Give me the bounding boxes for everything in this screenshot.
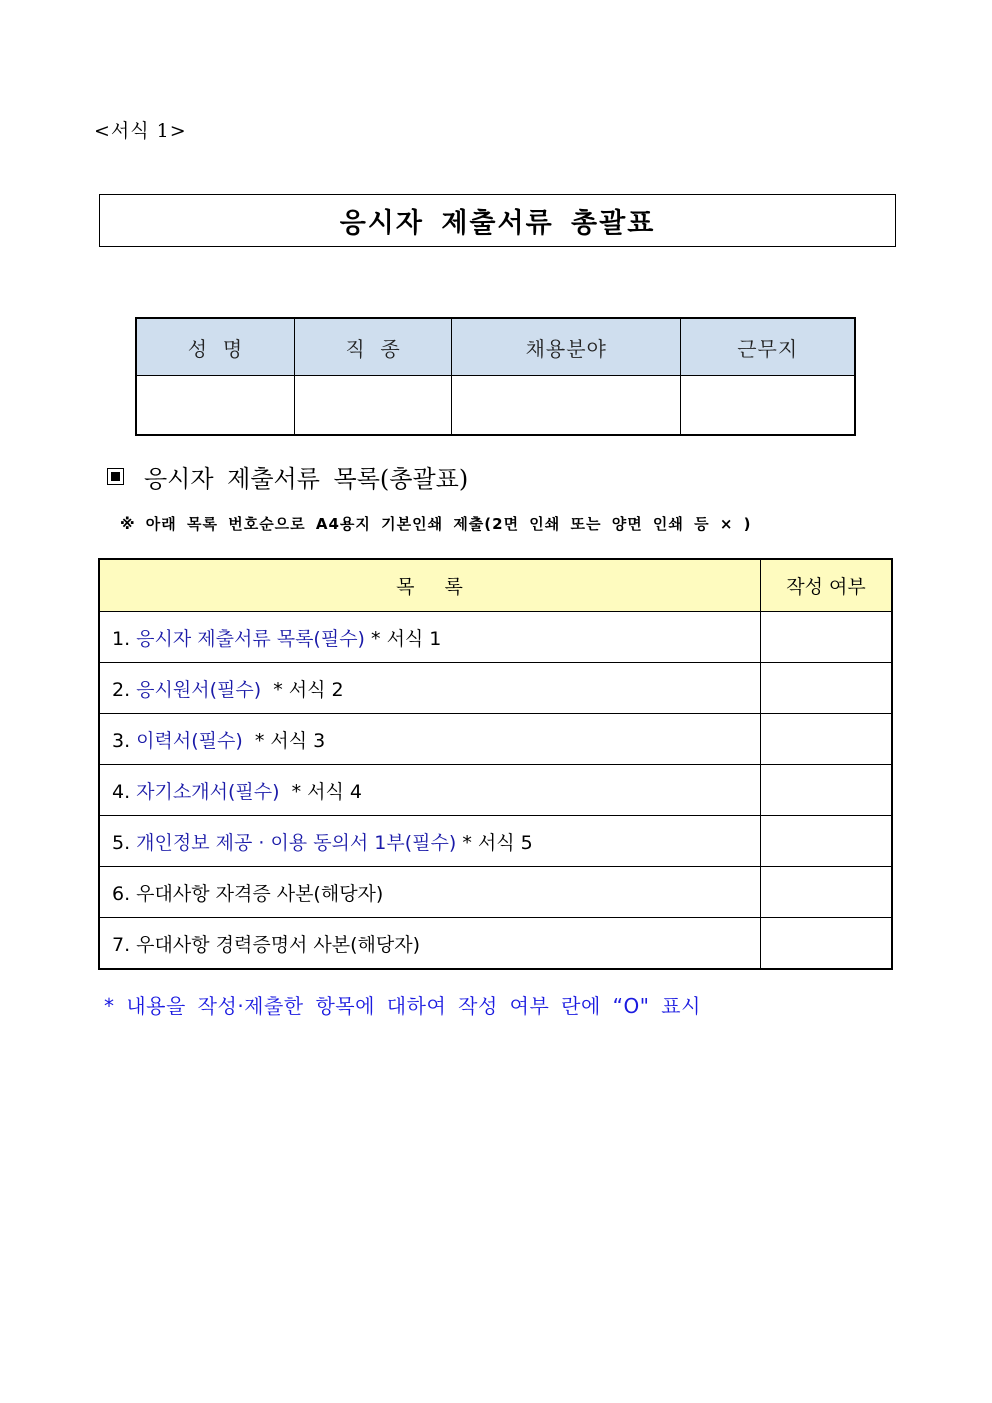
completed-cell-5[interactable] xyxy=(761,816,893,867)
header-name: 성 명 xyxy=(136,318,294,376)
table-row xyxy=(99,612,892,663)
item-number: 5. xyxy=(112,831,137,854)
table-row xyxy=(99,816,892,867)
completed-cell-6[interactable] xyxy=(761,867,893,918)
item-form-ref: * 서식 1 xyxy=(364,627,442,650)
completed-cell-4[interactable] xyxy=(761,765,893,816)
item-number: 3. xyxy=(112,729,137,752)
item-name: 이력서(필수) xyxy=(136,729,243,752)
table-row xyxy=(99,663,892,714)
completed-cell-7[interactable] xyxy=(761,918,893,970)
item-name: 개인정보 제공 · 이용 동의서 1부(필수) xyxy=(136,831,457,854)
item-name: 응시원서(필수) xyxy=(136,678,262,701)
header-workplace: 근무지 xyxy=(681,318,855,376)
item-name: 우대사항 경력증명서 사본(해당자) xyxy=(136,933,421,956)
list-header-row xyxy=(99,559,892,612)
footer-instruction-note: * 내용을 작성·제출한 항목에 대하여 작성 여부 란에 “O" 표시 xyxy=(104,994,701,1018)
document-title: 응시자 제출서류 총괄표 xyxy=(339,208,656,239)
value-workplace[interactable] xyxy=(681,376,855,436)
completed-cell-1[interactable] xyxy=(761,612,893,663)
item-form-ref: * 서식 4 xyxy=(279,780,362,803)
list-item-6 xyxy=(99,867,761,918)
table-row xyxy=(99,765,892,816)
value-field[interactable] xyxy=(452,376,681,436)
square-bullet-icon xyxy=(107,468,124,485)
item-name: 우대사항 자격증 사본(해당자) xyxy=(136,882,384,905)
item-name: 자기소개서(필수) xyxy=(136,780,280,803)
item-form-ref: * 서식 2 xyxy=(261,678,344,701)
list-item-3 xyxy=(99,714,761,765)
item-form-ref: * 서식 3 xyxy=(242,729,326,752)
header-job-type: 직 종 xyxy=(294,318,451,376)
completed-cell-2[interactable] xyxy=(761,663,893,714)
item-number: 6. xyxy=(112,882,137,905)
list-item-5 xyxy=(99,816,761,867)
header-field: 채용분야 xyxy=(452,318,681,376)
value-name[interactable] xyxy=(136,376,294,436)
list-item-2 xyxy=(99,663,761,714)
item-number: 4. xyxy=(112,780,137,803)
print-instruction-note: ※ 아래 목록 번호순으로 A4용지 기본인쇄 제출(2면 인쇄 또는 양면 인쇄 등 × ) xyxy=(120,515,752,533)
applicant-info-table xyxy=(135,317,856,436)
info-header-row xyxy=(136,318,855,376)
item-name: 응시자 제출서류 목록(필수) xyxy=(136,627,365,650)
info-value-row xyxy=(136,376,855,436)
item-number: 1. xyxy=(112,627,137,650)
item-number: 7. xyxy=(112,933,137,956)
document-title-box xyxy=(99,194,896,247)
value-job-type[interactable] xyxy=(294,376,451,436)
list-item-4 xyxy=(99,765,761,816)
section-heading-text: 응시자 제출서류 목록(총괄표) xyxy=(144,465,469,493)
item-form-ref: * 서식 5 xyxy=(456,831,533,854)
section-heading xyxy=(107,459,468,494)
table-row xyxy=(99,918,892,970)
header-list: 목 록 xyxy=(99,559,761,612)
list-item-7 xyxy=(99,918,761,970)
document-list-table xyxy=(98,558,893,970)
item-number: 2. xyxy=(112,678,137,701)
header-completed: 작성 여부 xyxy=(761,559,893,612)
list-item-1 xyxy=(99,612,761,663)
completed-cell-3[interactable] xyxy=(761,714,893,765)
table-row xyxy=(99,867,892,918)
table-row xyxy=(99,714,892,765)
form-number-label: <서식 1> xyxy=(94,120,187,142)
